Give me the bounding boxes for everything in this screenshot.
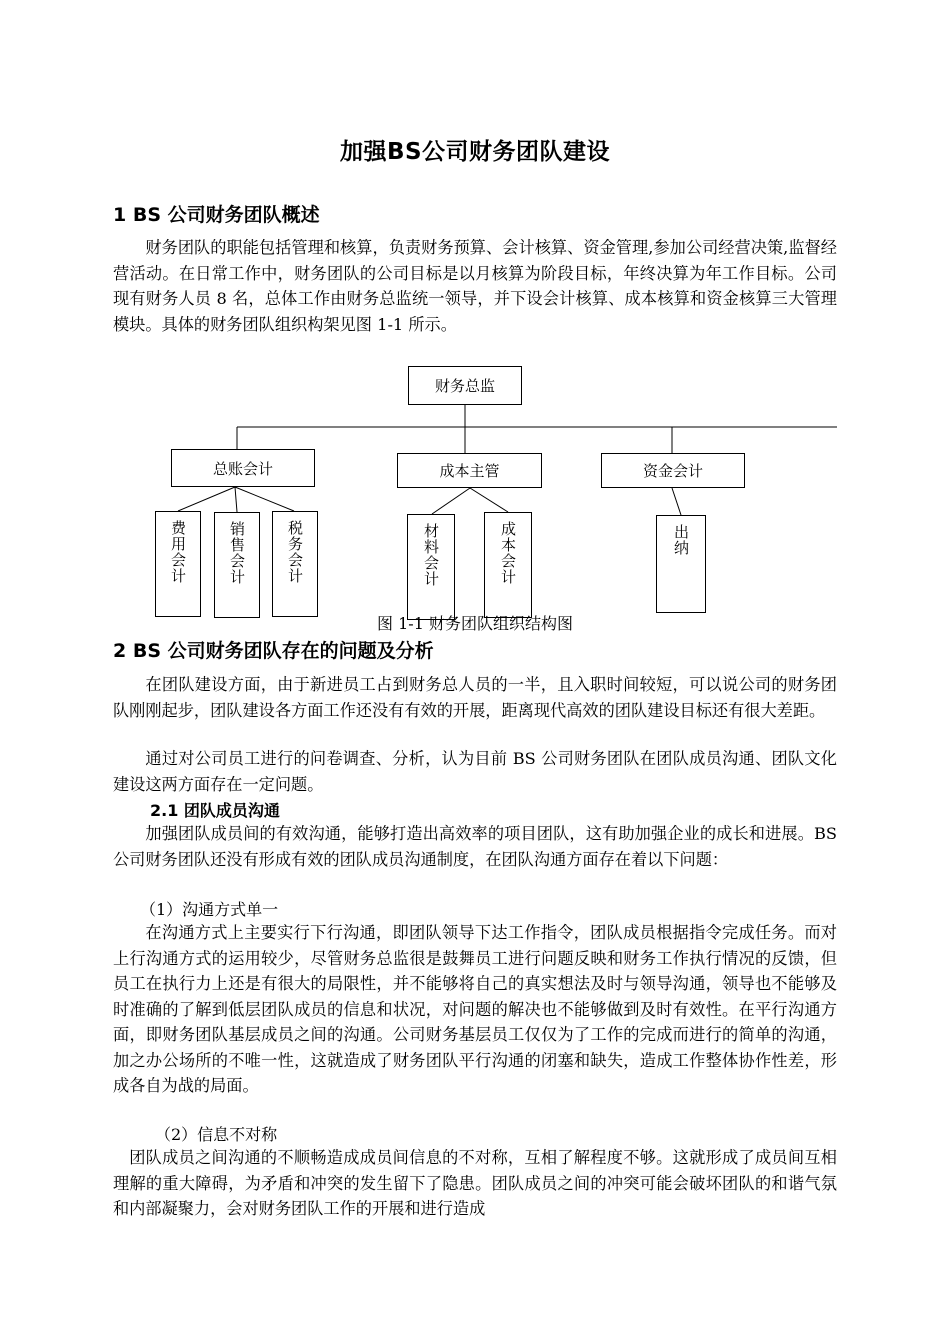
org-leaf-cashier: 出纳 xyxy=(656,515,706,613)
list-item-1: （1）沟通方式单一 xyxy=(140,900,279,919)
section2-paragraph-2: 通过对公司员工进行的问卷调查、分析，认为目前 BS 公司财务团队在团队成员沟通、团队文化建设这两方面存在一定问题。 xyxy=(113,749,837,794)
section2-heading: 2 BS 公司财务团队存在的问题及分析 xyxy=(113,640,434,662)
page-title: 加强BS公司财务团队建设 xyxy=(339,139,611,165)
section2-paragraph-3: 加强团队成员间的有效沟通，能够打造出高效率的项目团队，这有助加强企业的成长和进展。BS 公司财务团队还没有形成有效的团队成员沟通制度，在团队沟通方面存在着以下问题： xyxy=(113,824,837,869)
org-node-cost-manager: 成本主管 xyxy=(397,453,542,488)
org-leaf-material: 材料会计 xyxy=(407,514,455,620)
figure-caption: 图 1-1 财务团队组织结构图 xyxy=(377,614,573,633)
org-node-root: 财务总监 xyxy=(408,366,522,405)
org-leaf-expense: 费用会计 xyxy=(155,511,201,617)
section1-heading: 1 BS 公司财务团队概述 xyxy=(113,204,320,226)
section2-paragraph-5: 团队成员之间沟通的不顺畅造成成员间信息的不对称，互相了解程度不够。这就形成了成员间互相理解的重大障碍，为矛盾和冲突的发生留下了隐患。团队成员之间的冲突可能会破坏团队的和谐气氛和内部凝聚力，会对财务团队工作的开展和进行造成 xyxy=(113,1148,837,1218)
org-leaf-tax: 税务会计 xyxy=(272,511,318,617)
org-node-fund-accountant: 资金会计 xyxy=(601,453,745,488)
section1-paragraph: 财务团队的职能包括管理和核算，负责财务预算、会计核算、资金管理,参加公司经营决策,监督经营活动。在日常工作中，财务团队的公司目标是以月核算为阶段目标，年终决算为年工作目标。公司现有财务人员 8 名，总体工作由财务总监统一领导，并下设会计核算、成本核算和资金核算三大管理模块。具体的财务团队组织构架见图 1-1 所示。 xyxy=(113,238,837,334)
org-chart-lines xyxy=(0,0,950,640)
org-leaf-cost: 成本会计 xyxy=(484,512,532,618)
section2-paragraph-4: 在沟通方式上主要实行下行沟通，即团队领导下达工作指令，团队成员根据指令完成任务。而对上行沟通方式的运用较少，尽管财务总监很是鼓舞员工进行问题反映和财务工作执行情况的反馈，但员工在执行力上还是有很大的局限性，并不能够将自己的真实想法及时与领导沟通，领导也不能够及时准确的了解到低层团队成员的信息和状况，对问题的解决也不能够做到及时有效性。在平行沟通方面，即财务团队基层成员之间的沟通。公司财务基层员工仅仅为了工作的完成而进行的简单的沟通，加之办公场所的不唯一性，这就造成了财务团队平行沟通的闭塞和缺失，造成工作整体协作性差，形成各自为战的局面。 xyxy=(113,923,837,1095)
org-node-general-ledger: 总账会计 xyxy=(171,449,315,487)
subsection-heading: 2.1 团队成员沟通 xyxy=(150,801,280,820)
org-leaf-sales: 销售会计 xyxy=(214,512,260,618)
section2-paragraph-1: 在团队建设方面，由于新进员工占到财务总人员的一半，且入职时间较短，可以说公司的财务团队刚刚起步，团队建设各方面工作还没有有效的开展，距离现代高效的团队建设目标还有很大差距。 xyxy=(113,675,837,720)
list-item-2: （2）信息不对称 xyxy=(155,1125,278,1144)
